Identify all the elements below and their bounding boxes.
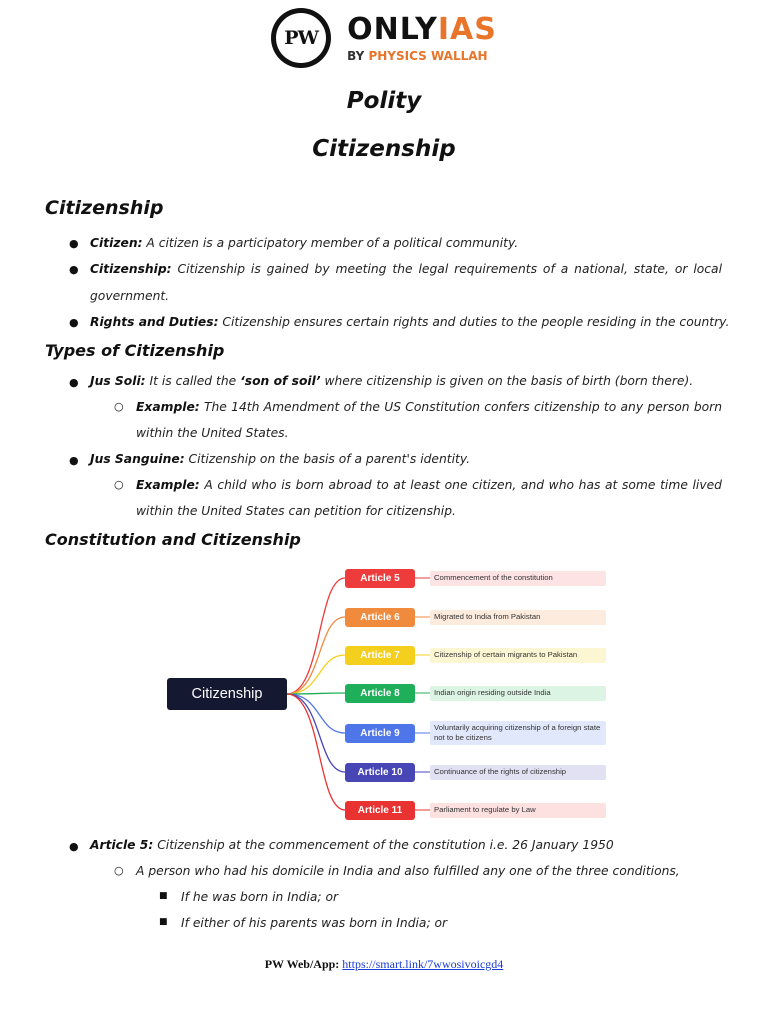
brand-name-part2: IAS (437, 12, 497, 47)
pw-logo (271, 8, 331, 68)
article-description: Migrated to India from Pakistan (430, 610, 606, 625)
subject-title: Polity (346, 88, 422, 114)
bullet-dot: ● (69, 840, 79, 853)
article-node: Article 8 (345, 684, 415, 703)
bullet-dot: ● (69, 376, 79, 389)
bullet-dot: ● (69, 316, 79, 329)
article-node: Article 11 (345, 801, 415, 820)
article-description: Citizenship of certain migrants to Pakistan (430, 648, 606, 663)
list-item-jus-sanguine: Jus Sanguine: Citizenship on the basis of a parent's identity. (90, 452, 471, 466)
bullet-dot: ● (69, 263, 79, 276)
footer-label: PW Web/App: (264, 957, 340, 971)
brand-name-part1: ONLY (347, 12, 438, 47)
sub-sub-bullet-square: ■ (159, 917, 168, 927)
bullet-dot: ● (69, 237, 79, 250)
sub-bullet-circle: ○ (114, 478, 124, 491)
mind-map-center: Citizenship (167, 678, 287, 710)
sub-bullet-circle: ○ (114, 400, 124, 413)
mind-map-connector (287, 694, 345, 772)
section-heading-citizenship: Citizenship (45, 197, 164, 219)
list-item-rights-duties: Rights and Duties: Citizenship ensures certain rights and duties to the people residing in the country. (90, 315, 730, 329)
example-jus-sanguine-cont: within the United States can petition for citizenship. (136, 504, 456, 518)
article-node: Article 5 (345, 569, 415, 588)
article-description: Parliament to regulate by Law (430, 803, 606, 818)
footer (0, 957, 768, 972)
list-item-article5: Article 5: Citizenship at the commencement of the constitution i.e. 26 January 1950 (90, 838, 614, 852)
topic-title: Citizenship (312, 136, 456, 162)
article-description: Voluntarily acquiring citizenship of a foreign state not to be citizens (430, 721, 606, 745)
pw-logo-text: PW (284, 27, 318, 49)
article-description: Commencement of the constitution (430, 571, 606, 586)
example-jus-soli-cont: within the United States. (136, 426, 289, 440)
header-logo (0, 8, 768, 68)
article-node: Article 10 (345, 763, 415, 782)
article5-condition-1: If he was born in India; or (181, 890, 339, 904)
example-jus-soli: Example: The 14th Amendment of the US Constitution confers citizenship to any person born (136, 400, 722, 414)
article-description: Indian origin residing outside India (430, 686, 606, 701)
mind-map-connector (287, 694, 345, 810)
article-node: Article 6 (345, 608, 415, 627)
article-node: Article 7 (345, 646, 415, 665)
list-item-citizen: Citizen: A citizen is a participatory member of a political community. (90, 236, 519, 250)
article5-condition-2: If either of his parents was born in India; or (181, 916, 448, 930)
bullet-dot: ● (69, 454, 79, 467)
list-item-citizenship-cont: government. (90, 289, 170, 303)
section-heading-constitution: Constitution and Citizenship (45, 530, 301, 549)
list-item-citizenship: Citizenship: Citizenship is gained by meeting the legal requirements of a national, state, or local (90, 262, 722, 276)
brand-sub-part2: PHYSICS WALLAH (368, 49, 488, 63)
brand-wordmark (347, 13, 497, 63)
example-jus-sanguine: Example: A child who is born abroad to at least one citizen, and who has at some time lived (136, 478, 722, 492)
article-node: Article 9 (345, 724, 415, 743)
mind-map-connector (287, 578, 345, 694)
sub-sub-bullet-square: ■ (159, 891, 168, 901)
sub-bullet-circle: ○ (114, 864, 124, 877)
article5-condition-intro: A person who had his domicile in India and also fulfilled any one of the three conditions, (136, 864, 680, 878)
citizenship-mind-map (160, 560, 620, 830)
article-description: Continuance of the rights of citizenship (430, 765, 606, 780)
list-item-jus-soli: Jus Soli: It is called the ‘son of soil’ where citizenship is given on the basis of birth (born there). (90, 374, 694, 388)
section-heading-types: Types of Citizenship (45, 341, 225, 360)
mind-map-connector (287, 617, 345, 694)
brand-sub-part1: BY (347, 49, 369, 63)
footer-link[interactable]: https://smart.link/7wwosivoicgd4 (342, 957, 504, 971)
